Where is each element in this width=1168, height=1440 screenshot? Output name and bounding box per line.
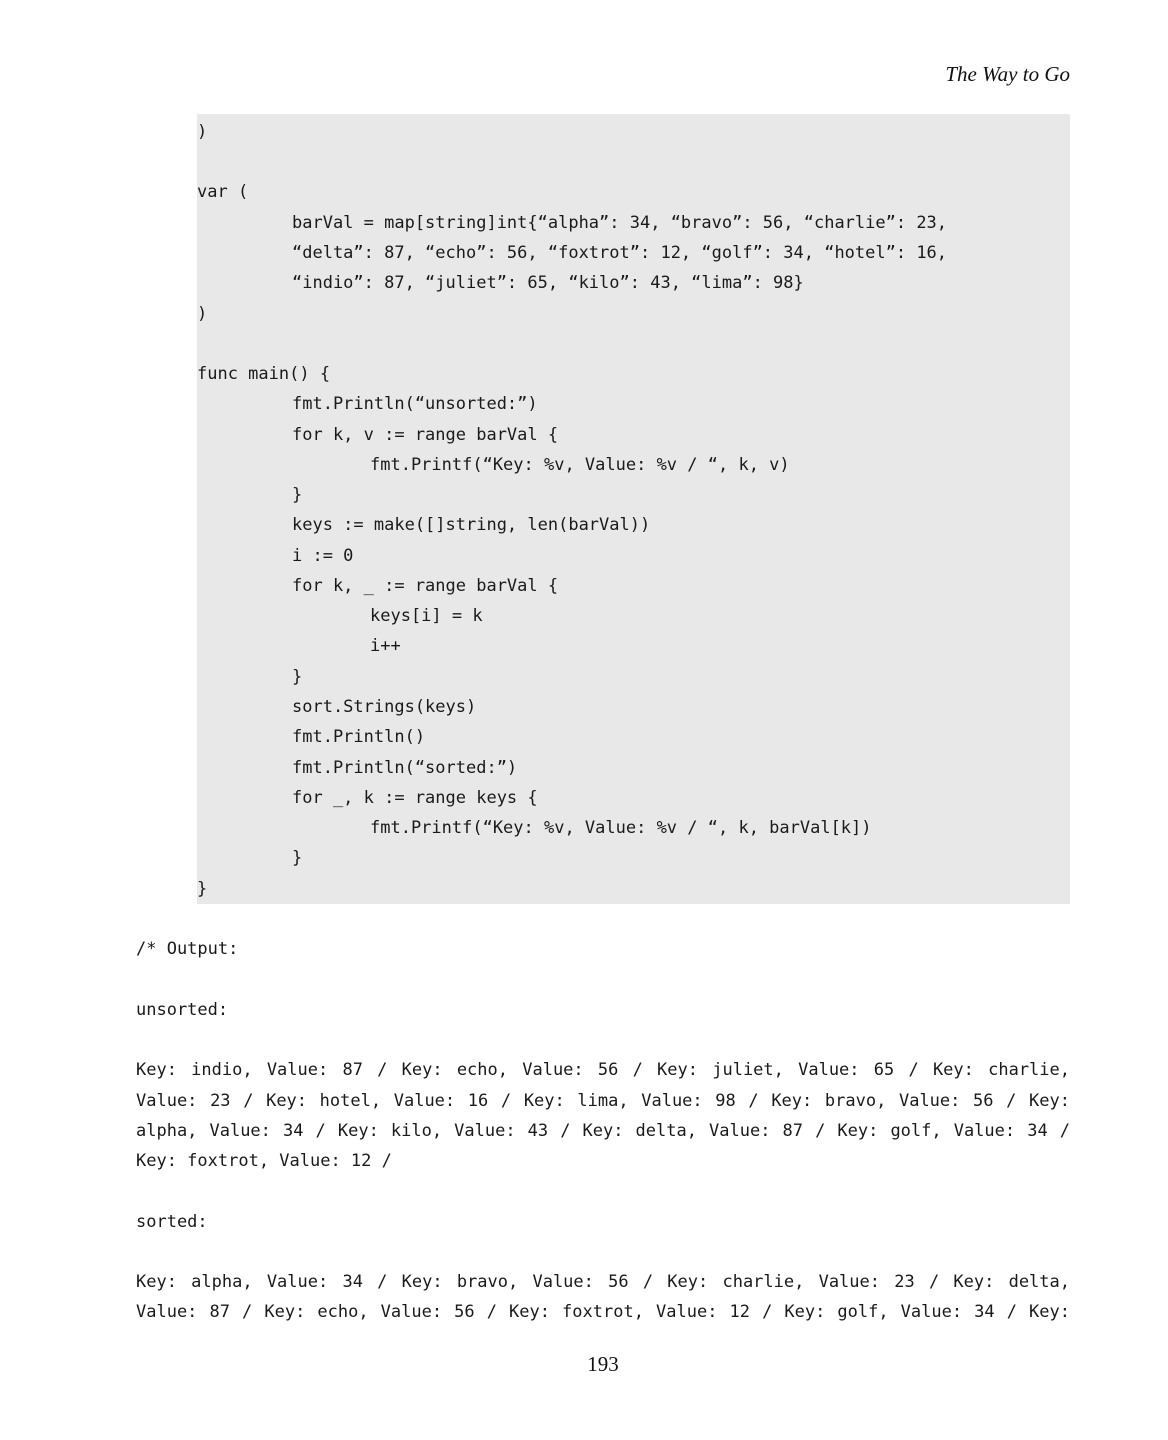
- code-line: }: [292, 848, 303, 868]
- code-line: for k, v := range barVal {: [292, 425, 559, 445]
- output-unsorted-line: Key: foxtrot, Value: 12 /: [136, 1151, 392, 1171]
- code-line: fmt.Printf(“Key: %v, Value: %v / “, k, barVal[k]): [370, 818, 872, 838]
- output-sorted-label: sorted:: [136, 1212, 208, 1232]
- code-line: barVal = map[string]int{“alpha”: 34, “bravo”: 56, “charlie”: 23,: [292, 213, 948, 233]
- code-line: ): [197, 304, 208, 324]
- page-number: 193: [587, 1352, 619, 1376]
- output-unsorted-line: Value: 23 / Key: hotel, Value: 16 / Key: lima, Value: 98 / Key: bravo, Value: 56 / Key:: [136, 1091, 1070, 1111]
- code-line: func main() {: [197, 364, 331, 384]
- code-line: “indio”: 87, “juliet”: 65, “kilo”: 43, “lima”: 98}: [292, 273, 804, 293]
- code-line: i++: [370, 636, 401, 656]
- output-unsorted-label: unsorted:: [136, 1000, 229, 1020]
- code-line: }: [292, 485, 303, 505]
- code-line: fmt.Println(): [292, 727, 426, 747]
- code-line: var (: [197, 182, 249, 202]
- code-line: }: [292, 667, 303, 687]
- code-line: for k, _ := range barVal {: [292, 576, 559, 596]
- code-line: for _, k := range keys {: [292, 788, 538, 808]
- code-line: fmt.Println(“sorted:”): [292, 758, 518, 778]
- code-line: “delta”: 87, “echo”: 56, “foxtrot”: 12, “golf”: 34, “hotel”: 16,: [292, 243, 948, 263]
- code-line: fmt.Printf(“Key: %v, Value: %v / “, k, v): [370, 455, 790, 475]
- code-line: }: [197, 879, 208, 899]
- output-comment-open: /* Output:: [136, 939, 239, 959]
- code-line: ): [197, 122, 208, 142]
- running-header: The Way to Go: [945, 62, 1070, 86]
- output-unsorted-line: alpha, Value: 34 / Key: kilo, Value: 43 / Key: delta, Value: 87 / Key: golf, Value: 34 /: [136, 1121, 1070, 1141]
- code-line: sort.Strings(keys): [292, 697, 477, 717]
- code-line: fmt.Println(“unsorted:”): [292, 394, 538, 414]
- code-line: i := 0: [292, 546, 354, 566]
- code-line: keys := make([]string, len(barVal)): [292, 515, 651, 535]
- code-line: keys[i] = k: [370, 606, 483, 626]
- output-sorted-line: Key: alpha, Value: 34 / Key: bravo, Value: 56 / Key: charlie, Value: 23 / Key: delta,: [136, 1272, 1070, 1292]
- output-sorted-line: Value: 87 / Key: echo, Value: 56 / Key: foxtrot, Value: 12 / Key: golf, Value: 34 / Key:: [136, 1302, 1070, 1322]
- output-unsorted-line: Key: indio, Value: 87 / Key: echo, Value: 56 / Key: juliet, Value: 65 / Key: charlie,: [136, 1060, 1070, 1080]
